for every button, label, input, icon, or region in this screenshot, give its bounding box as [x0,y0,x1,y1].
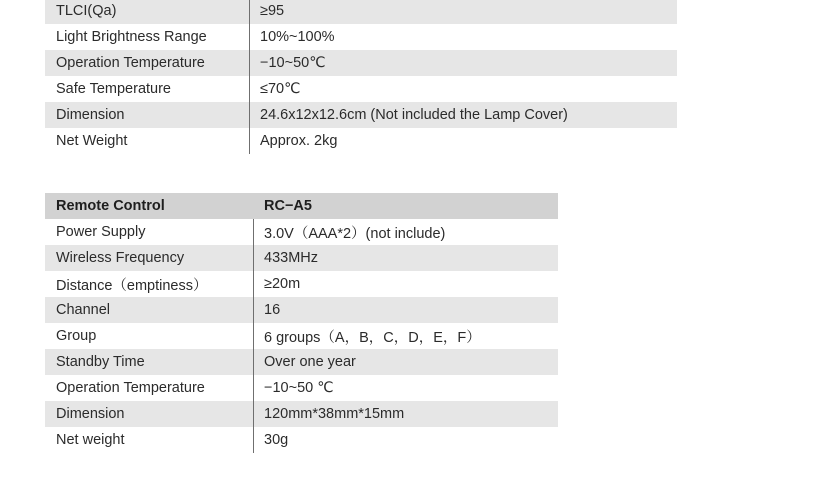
spec-label: Power Supply [45,219,254,245]
spec-value: 24.6x12x12.6cm (Not included the Lamp Cover) [250,102,678,128]
spec-row-net-weight [45,427,558,453]
spec-label: TLCI(Qa) [45,0,250,24]
spec-value: −10~50 ℃ [254,375,559,401]
spec-row-wireless-frequency [45,245,558,271]
spec-label: Group [45,323,254,349]
spec-row-dimension [45,102,677,128]
spec-label: Net Weight [45,128,250,154]
spec-value: 120mm*38mm*15mm [254,401,559,427]
spec-label: Distance（emptiness） [45,271,254,297]
spec-row-safe-temperature [45,76,677,102]
spec-row-standby-time [45,349,558,375]
spec-value: Over one year [254,349,559,375]
spec-row-group [45,323,558,349]
spec-label: Light Brightness Range [45,24,250,50]
spec-row-tlci [45,0,677,24]
spec-row-distance [45,271,558,297]
spec-value: ≤70℃ [250,76,678,102]
spec-value: 10%~100% [250,24,678,50]
spec-value: −10~50℃ [250,50,678,76]
spec-row-operation-temperature [45,50,677,76]
spec-label: Operation Temperature [45,50,250,76]
spec-label: Standby Time [45,349,254,375]
spec-value: Approx. 2kg [250,128,678,154]
spec-label: Net weight [45,427,254,453]
spec-label: Dimension [45,401,254,427]
spec-label: Wireless Frequency [45,245,254,271]
spec-row-power-supply [45,219,558,245]
spec-header-label: Remote Control [45,193,254,219]
spec-value: ≥95 [250,0,678,24]
spec-value: 6 groups（A，B，C，D，E，F） [254,323,559,349]
spec-row-brightness-range [45,24,677,50]
spec-label: Dimension [45,102,250,128]
light-spec-table [45,0,677,154]
remote-control-spec-table [45,193,558,453]
spec-label: Channel [45,297,254,323]
spec-label: Operation Temperature [45,375,254,401]
spec-value: 3.0V（AAA*2）(not include) [254,219,559,245]
spec-row-dimension [45,401,558,427]
spec-value: 30g [254,427,559,453]
spec-row-channel [45,297,558,323]
spec-value: 433MHz [254,245,559,271]
spec-header-row [45,193,558,219]
spec-header-value: RC−A5 [254,193,559,219]
spec-value: 16 [254,297,559,323]
spec-value: ≥20m [254,271,559,297]
spec-label: Safe Temperature [45,76,250,102]
spec-row-operation-temperature [45,375,558,401]
spec-row-net-weight [45,128,677,154]
